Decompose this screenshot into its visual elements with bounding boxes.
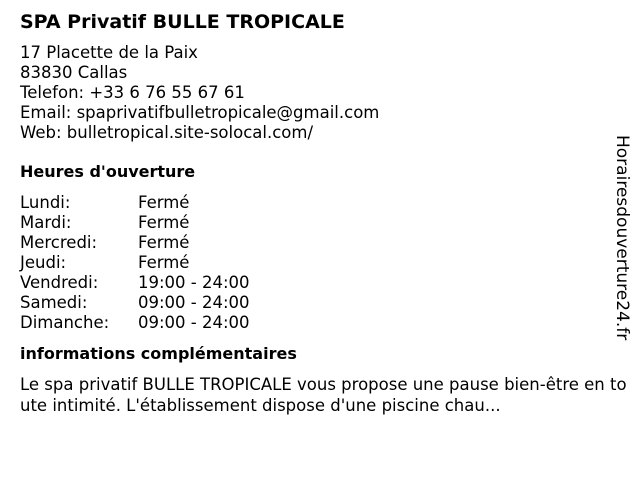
- day-label: Jeudi:: [20, 253, 67, 272]
- day-time: Fermé: [138, 233, 190, 252]
- info-description: Le spa privatif BULLE TROPICALE vous propose une pause bien-être en toute intimité. L'établissement dispose d'une piscine chau...: [20, 375, 627, 415]
- phone-line: Telefon: +33 6 76 55 67 61: [20, 83, 245, 102]
- address-street: 17 Placette de la Paix: [20, 43, 198, 62]
- hours-row-saturday: [20, 293, 632, 313]
- day-label: Lundi:: [20, 193, 71, 212]
- business-card: [20, 10, 632, 416]
- email-line: Email: spaprivatifbulletropicale@gmail.com: [20, 103, 380, 122]
- site-watermark-vertical: Horairesdouverture24.fr: [612, 135, 632, 341]
- day-label: Dimanche:: [20, 313, 110, 332]
- day-label: Mercredi:: [20, 233, 98, 252]
- hours-row-monday: [20, 193, 632, 213]
- day-time: Fermé: [138, 193, 190, 212]
- hours-row-tuesday: [20, 213, 632, 233]
- day-label: Mardi:: [20, 213, 72, 232]
- hours-row-thursday: [20, 253, 632, 273]
- day-time: 09:00 - 24:00: [138, 293, 250, 312]
- hours-table: [20, 193, 632, 333]
- day-label: Samedi:: [20, 293, 88, 312]
- business-name: SPA Privatif BULLE TROPICALE: [20, 11, 345, 33]
- day-label: Vendredi:: [20, 273, 99, 292]
- hours-row-sunday: [20, 313, 632, 333]
- day-time: 19:00 - 24:00: [138, 273, 250, 292]
- hours-heading: Heures d'ouverture: [20, 162, 196, 181]
- day-time: Fermé: [138, 253, 190, 272]
- hours-row-wednesday: [20, 233, 632, 253]
- hours-row-friday: [20, 273, 632, 293]
- day-time: 09:00 - 24:00: [138, 313, 250, 332]
- info-heading: informations complémentaires: [20, 344, 297, 363]
- web-line: Web: bulletropical.site-solocal.com/: [20, 123, 314, 142]
- day-time: Fermé: [138, 213, 190, 232]
- address-city: 83830 Callas: [20, 63, 128, 82]
